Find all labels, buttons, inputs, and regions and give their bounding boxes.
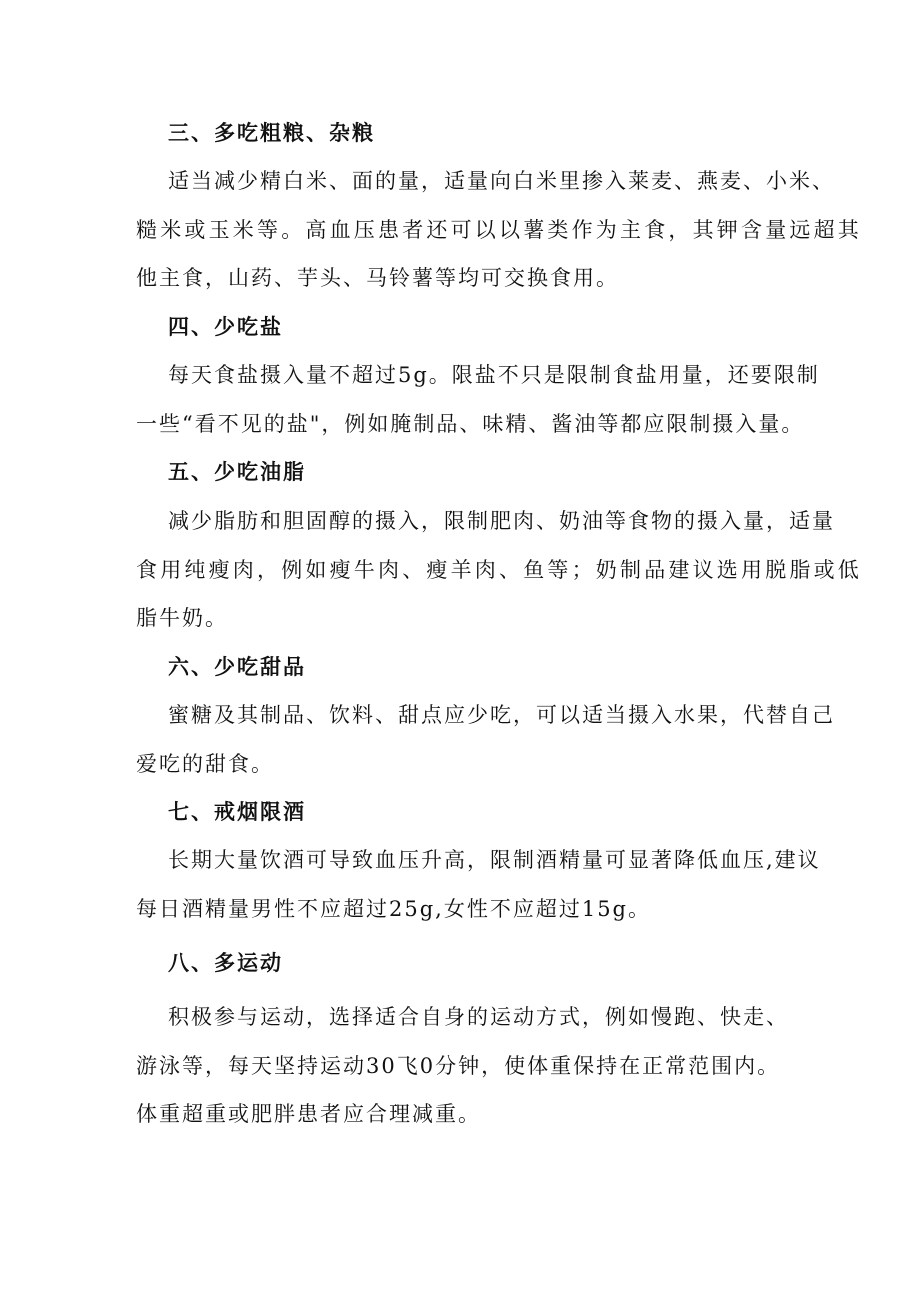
paragraph-line: 适当减少精白米、面的量，适量向白米里掺入莱麦、燕麦、小米、 xyxy=(168,169,835,193)
paragraph-line: 每日酒精量男性不应超过25g,女性不应超过15g。 xyxy=(136,897,652,921)
paragraph-line: 一些“看不见的盐"，例如腌制品、味精、酱油等都应限制摄入量。 xyxy=(136,412,805,436)
paragraph-line: 脂牛奶。 xyxy=(136,606,228,630)
paragraph-line: 蜜糖及其制品、饮料、甜点应少吃，可以适当摄入水果，代替自己 xyxy=(168,703,835,727)
section-heading-salt: 四、少吃盐 xyxy=(168,315,283,339)
section-heading-fat: 五、少吃油脂 xyxy=(168,460,306,484)
paragraph-line: 食用纯瘦肉，例如瘦牛肉、瘦羊肉、鱼等；奶制品建议选用脱脂或低 xyxy=(136,558,862,582)
section-heading-sweets: 六、少吃甜品 xyxy=(168,655,306,679)
paragraph-line: 爱吃的甜食。 xyxy=(136,752,274,776)
paragraph-line: 长期大量饮酒可导致血压升高，限制酒精量可显著降低血压,建议 xyxy=(168,848,821,872)
paragraph-line: 每天食盐摄入量不超过5g。限盐不只是限制食盐用量，还要限制 xyxy=(168,363,820,387)
paragraph-line: 游泳等，每天坚持运动30飞0分钟，使体重保持在正常范围内。 xyxy=(136,1054,781,1078)
paragraph-line: 减少脂肪和胆固醇的摄入，限制肥肉、奶油等食物的摄入量，适量 xyxy=(168,509,835,533)
section-heading-grains: 三、多吃粗粮、杂粮 xyxy=(168,121,375,145)
paragraph-line: 体重超重或肥胖患者应合理减重。 xyxy=(136,1102,481,1126)
paragraph-line: 糙米或玉米等。高血压患者还可以以薯类作为主食，其钾含量远超其 xyxy=(136,218,862,242)
section-heading-smoking-alcohol: 七、戒烟限酒 xyxy=(168,800,306,824)
paragraph-line: 他主食，山药、芋头、马铃薯等均可交换食用。 xyxy=(136,266,619,290)
section-heading-exercise: 八、多运动 xyxy=(168,951,283,975)
paragraph-line: 积极参与运动，选择适合自身的运动方式，例如慢跑、快走、 xyxy=(168,1005,789,1029)
